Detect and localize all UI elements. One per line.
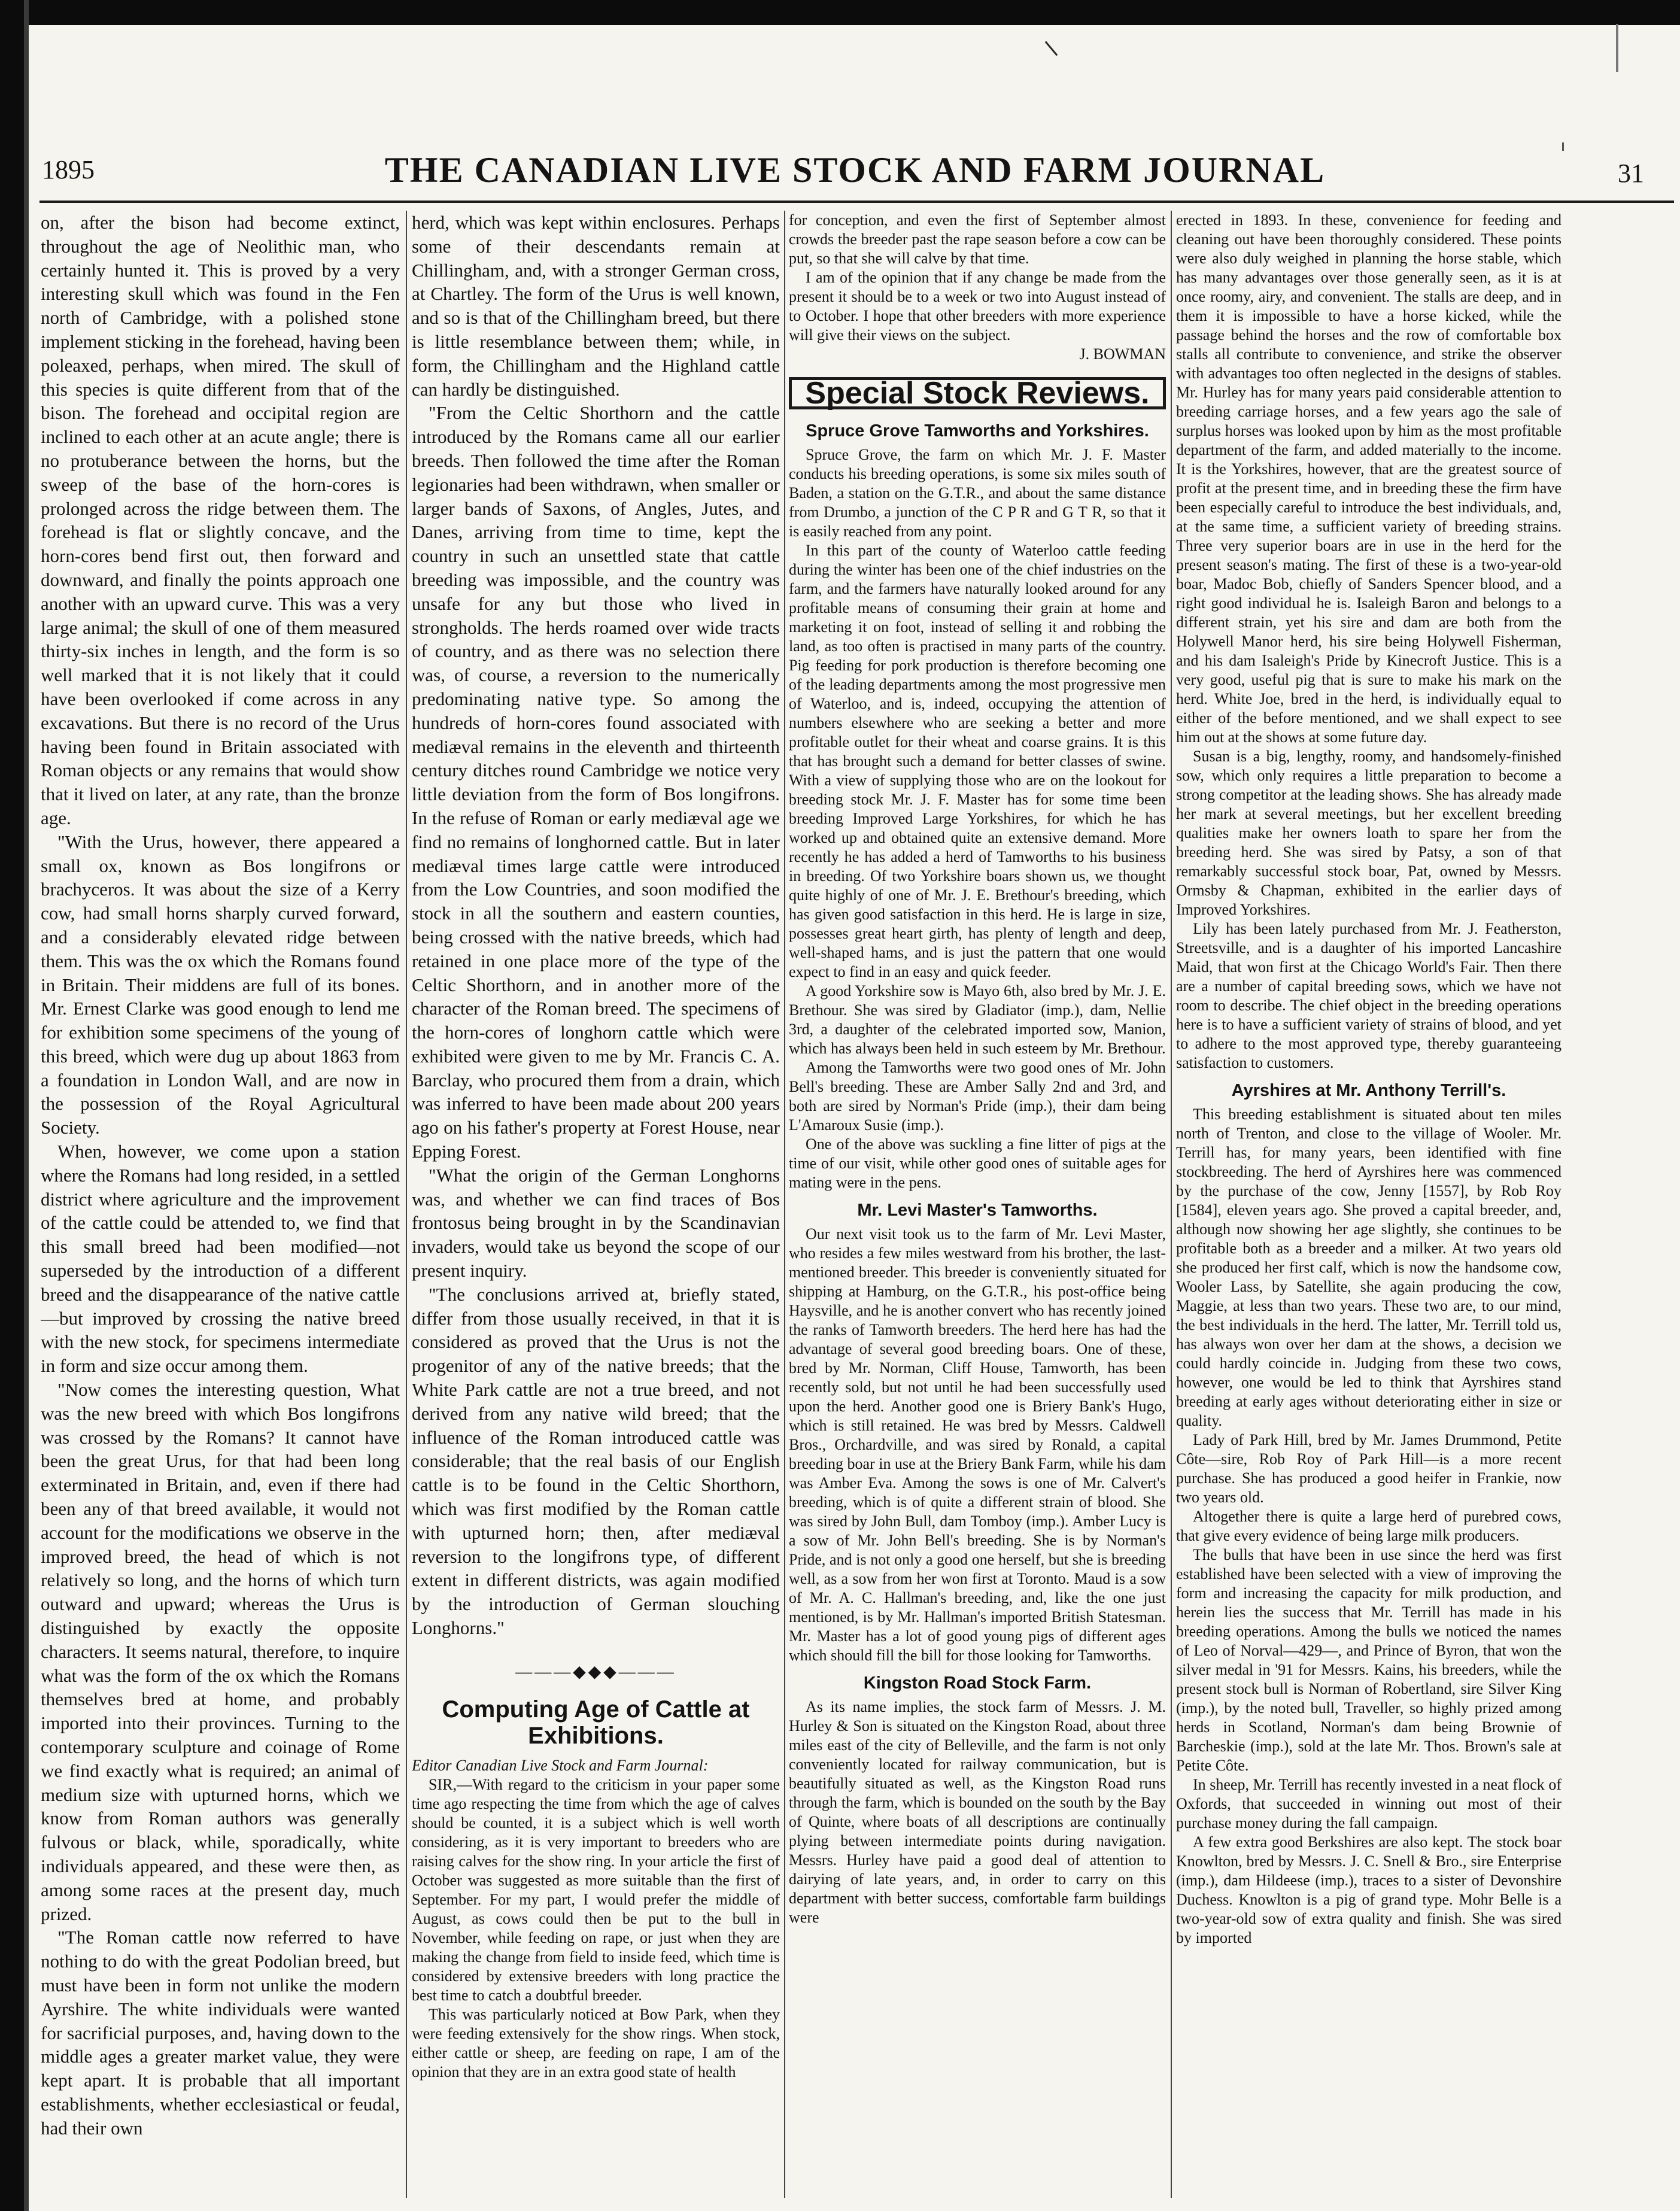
- section-title: Special Stock Reviews.: [789, 377, 1166, 409]
- article-title: Computing Age of Cattle at Exhibitions.: [442, 1696, 750, 1749]
- paragraph: "From the Celtic Shorthorn and the cattle introduced by the Romans came all our earlier breeds. Then followed the time after the Roman legionaries had been withdrawn, when smaller or larger bands of Saxons, of Angles, Jutes, and Danes, arriving from time to time, kept the country in such an unsettled state that cattle breeding was impossible, and the country was unsafe for any but those who lived in strongholds. The herds roamed over wide tracts of country, and as there was no selection there was, of course, a reversion to the numerically predominating native type. So among the hundreds of horn-cores found associated with mediæval remains in the eleventh and thirteenth century ditches round Cambridge we notice very little deviation from the form of Bos longifrons. In the refuse of Roman or early mediæval age we find no remains of longhorned cattle. But in later mediæval times large cattle were introduced from the Low Countries, and soon modified the stock in all the southern and eastern counties, being crossed with the native breeds, which had retained in one place more of the type of the Celtic Shorthorn, and in another more of the character of the Roman breed. The specimens of the horn-cores of longhorn cattle which were exhibited were given to me by Mr. Francis C. A. Barclay, who procured them from a drain, which was inferred to have been made about 200 years ago on his father's property at Forest House, near Epping Forest.: [412, 402, 780, 1162]
- paragraph: "The conclusions arrived at, briefly stated, differ from those usually received, in that it is considered as proved that the Urus is not the progenitor of any of the native breeds; that the White Park cattle are not a true breed, and not derived from any native wild breed; that the influence of the Roman introduced cattle was considerable; that the real basis of our English cattle is to be found in the Celtic Shorthorn, which was first modified by the Roman cattle with upturned horn; then, after mediæval reversion to the longifrons type, of different extent in different districts, was again modified by the introduction of German slouching Longhorns.": [412, 1283, 780, 1639]
- subsection-title: Spruce Grove Tamworths and Yorkshires.: [806, 421, 1149, 441]
- page-header: [42, 150, 1668, 192]
- subsection-title: Kingston Road Stock Farm.: [863, 1674, 1092, 1693]
- scan-border-left-edge: [24, 0, 29, 2211]
- paragraph: I am of the opinion that if any change be made from the present it should be to a week or two into August instead of to October. I hope that other breeders with more experience will give their views on the subject.: [789, 269, 1166, 344]
- paragraph: on, after the bison had become extinct, throughout the age of Neolithic man, who certainly hunted it. This is proved by a very interesting skull which was found in the Fen north of Cambridge, with a polished stone implement sticking in the forehead, having been poleaxed, perhaps, when mired. The skull of this species is quite different from that of the bison. The forehead and occipital region are inclined to each other at an acute angle; there is no protuberance between the horns, but the sweep of the base of the horn-cores is prolonged across the ridge between them. The forehead is flat or slightly concave, and the horn-cores bend first out, then forward and downward, and finally the points approach one another with an upward curve. This was a very large animal; the skull of one of them measured thirty-six inches in length, and the form is so well marked that it is not likely that it could have been overlooked if come across in any excavations. But there is no record of the Urus having been found in Britain associated with Roman objects or any remains that would show that it lived on later, at any rate, than the bronze age.: [41, 212, 400, 828]
- paragraph: When, however, we come upon a station where the Romans had long resided, in a settled district where agriculture and the improvement of the cattle could be attended to, we find that this small breed had been modified—not superseded by the introduction of a different breed and the disappearance of the native cattle—but improved by crossing the native breed with the new stock, for specimens intermediate in form and size occur among them.: [41, 1141, 400, 1377]
- paragraph: This was particularly noticed at Bow Park, when they were feeding extensively for the show rings. When stock, either cattle or sheep, are feeding on rape, I am of the opinion that they are in an extra good state of health: [412, 2005, 780, 2081]
- column-2: [412, 211, 780, 2198]
- paragraph: Spruce Grove, the farm on which Mr. J. F. Master conducts his breeding operations, is some six miles south of Baden, a station on the G.T.R., and about the same distance from Drumbo, a junction of the C P R and G T R, so that it is easily reached from any point.: [789, 446, 1166, 540]
- subsection-title: Ayrshires at Mr. Anthony Terrill's.: [1231, 1081, 1506, 1100]
- paragraph: "The Roman cattle now referred to have nothing to do with the great Podolian breed, but must have been in form not unlike the modern Ayrshire. The white individuals were wanted for sacrificial purposes, and, having down to the middle ages a greater market value, they were kept apart. It is probable that all important establishments, whether ecclesiastical or feudal, had their own: [41, 1927, 400, 2139]
- section-ornament: ———◆◆◆———: [515, 1662, 676, 1681]
- column-divider: [784, 211, 785, 2198]
- column-divider: [406, 211, 407, 2198]
- paragraph: for conception, and even the first of September almost crowds the breeder past the rape season before a cow can be put, so that she will calve by that time.: [789, 211, 1166, 267]
- paragraph: A good Yorkshire sow is Mayo 6th, also bred by Mr. J. E. Brethour. She was sired by Gladiator (imp.), dam, Nellie 3rd, a daughter of the celebrated imported sow, Manion, which has always been held in such esteem by Mr. Brethour.: [789, 982, 1166, 1057]
- paragraph: The bulls that have been in use since the herd was first established have been selected with a view of improving the form and increasing the capacity for milk production, and herein lies the success that Mr. Terrill has made in his breeding operations. Among the bulls we noticed the names of Leo of Norval—429—, and Prince of Byron, that won the silver medal in '91 for Messrs. Kains, his breeders, while the present stock bull is Norman of Robertland, sire Silver King (imp.), by the noted bull, Traveller, so highly prized among herds in Scotland, Norman's dam being Brownie of Barcheskie (imp.), sold at the late Mr. Thos. Brown's sale at Petite Côte.: [1176, 1546, 1561, 1774]
- paragraph: Susan is a big, lengthy, roomy, and handsomely-finished sow, which only requires a little preparation to become a strong competitor at the leading shows. She has already made her mark at several meetings, but her excellent breeding qualities make her owners loath to spare her from the breeding herd. She was sired by Patsy, a son of that remarkably successful stock boar, Pat, owned by Messrs. Ormsby & Chapman, exhibited in the earlier days of Improved Yorkshires.: [1176, 748, 1561, 918]
- paragraph: Altogether there is quite a large herd of purebred cows, that give every evidence of being large milk producers.: [1176, 1508, 1561, 1544]
- column-4: [1176, 211, 1561, 2198]
- paragraph: In this part of the county of Waterloo cattle feeding during the winter has been one of the chief industries on the farm, and the farmers have naturally looked around for any profitable means of consuming their grain at home and marketing it on foot, instead of selling it and robbing the land, as too often is practised in many parts of the country. Pig feeding for pork production is therefore becoming one of the leading departments among the most progressive men of Waterloo, and is, indeed, occupying the attention of numbers elsewhere who are seeking a better and more profitable outlet for their wheat and coarse grains. It is this that has brought such a demand for better classes of swine. With a view of supplying those who are on the lookout for breeding stock Mr. J. F. Master has for some time been breeding Improved Large Yorkshires, for which he has worked up and obtained quite an extensive demand. More recently he has added a herd of Tamworths to his business in breeding. Of two Yorkshire boars shown us, we thought quite highly of one of Mr. J. E. Brethour's breeding, which has given good satisfaction in this herd. He is large in size, possesses great heart girth, has plenty of length and deep, well-shaped hams, and is just the pattern that one would expect to find in an easy and quick feeder.: [789, 542, 1166, 980]
- paragraph: Our next visit took us to the farm of Mr. Levi Master, who resides a few miles westward from his brother, the last-mentioned breeder. This breeder is conveniently situated for shipping at Hamburg, on the G.T.R., his post-office being Haysville, and he is another convert who has recently joined the ranks of Tamworth breeders. The herd here has had the advantage of several good breeding boars. One of these, bred by Mr. Norman, Cliff House, Tamworth, has been recently sold, but not until he had been successfully used upon the herd. Another good one is Briery Bank's Hugo, which is still retained. He was bred by Messrs. Caldwell Bros., Orchardville, and was sired by Ronald, a capital breeding boar in use at the Briery Bank Farm, while his dam was Amber Eva. Among the sows is one of Mr. Calvert's breeding, which is of quite a different strain of blood. She was sired by John Bull, dam Tomboy (imp.). Amber Lucy is a sow of Mr. John Bell's breeding. She is by Norman's Pride, and is not only a good one herself, but she is breeding well, as a sow from her won first at Toronto. Maud is a sow of Mr. A. C. Hallman's breeding, and, like the one just mentioned, is by Mr. Hallman's imported British Statesman. Mr. Master has a lot of good young pigs of different ages which should fill the bill for those looking for Tamworths.: [789, 1225, 1166, 1664]
- paragraph: One of the above was suckling a fine litter of pigs at the time of our visit, while other good ones of suitable ages for mating were in the pens.: [789, 1135, 1166, 1191]
- paragraph: "Now comes the interesting question, What was the new breed with which Bos longifrons was crossed by the Romans? It cannot have been the great Urus, for that had been long exterminated in Britain, and, even if there had been any of that breed available, it would not account for the modifications we observe in the improved breed, the head of which is not relatively so long, and the horns of which turn outward and upward; whereas the Urus is distinguished by exactly the opposite characters. It seems natural, therefore, to inquire what was the form of the ox which the Romans themselves bred at home, and probably imported into their provinces. Turning to the contemporary sculpture and coinage of Rome we find exactly what is required; an animal of medium size with upturned horns, which we know from Roman authors was generally fulvous or black, while, sporadically, white individuals appeared, and these were then, as among some races at the present day, much prized.: [41, 1379, 400, 1924]
- paragraph: Among the Tamworths were two good ones of Mr. John Bell's breeding. These are Amber Sally 2nd and 3rd, and both are sired by Norman's Pride (imp.), their dam being L'Amaroux Susie (imp.).: [789, 1059, 1166, 1134]
- page-year: 1895: [42, 155, 95, 184]
- paragraph: SIR,—With regard to the criticism in your paper some time ago respecting the time from which the age of calves should be counted, it is a subject which is well worth considering, as it is very important to breeders who are raising calves for the show ring. In your article the first of October was suggested as more suitable than the first of September. For my part, I would prefer the middle of August, as cows could then be put to the bull in November, while feeding on rape, or just when they are making the change from field to inside feed, which time is considered by extensive breeders with long practice the best time to catch a doubtful breeder.: [412, 1775, 780, 2004]
- editor-salutation: Editor Canadian Live Stock and Farm Journal:: [412, 1756, 709, 1774]
- paragraph: In sheep, Mr. Terrill has recently invested in a neat flock of Oxfords, that succeeded in winning out most of their purchase money during the fall campaign.: [1176, 1776, 1561, 1832]
- letter-signature: J. BOWMAN: [1079, 345, 1166, 363]
- page-number: 31: [1618, 159, 1644, 188]
- paragraph: Lily has been lately purchased from Mr. J. Featherston, Streetsville, and is a daughter of his imported Lancashire Maid, that won first at the Chicago World's Fair. Then there are a number of capital breeding sows, which we have not room to describe. The chief object in the breeding operations here is to have a sufficient variety of strains of blood, and yet to adhere to the most approved type, thereby guaranteeing satisfaction to customers.: [1176, 920, 1561, 1071]
- column-3: [789, 211, 1166, 2198]
- paragraph: A few extra good Berkshires are also kept. The stock boar Knowlton, bred by Messrs. J. C. Snell & Bro., sire Enterprise (imp.), dam Hildeese (imp.), traces to a sister of Devonshire Duchess. Knowlton is a pig of grand type. Mohr Belle is a two-year-old sow of extra quality and finish. She was sired by imported: [1176, 1833, 1561, 1946]
- subsection-title: Mr. Levi Master's Tamworths.: [857, 1201, 1098, 1220]
- scan-border-top: [0, 0, 1680, 25]
- paragraph: herd, which was kept within enclosures. Perhaps some of their descendants remain at Chillingham, and, with a stronger German cross, at Chartley. The form of the Urus is well known, and so is that of the Chillingham breed, but there is little resemblance between them; while, in form, the Chillingham and the Highland cattle can hardly be distinguished.: [412, 212, 780, 400]
- paragraph: This breeding establishment is situated about ten miles north of Trenton, and close to the village of Wooler. Mr. Terrill has, for many years, been identified with fine stockbreeding. The herd of Ayrshires here was commenced by the purchase of the cow, Jenny [1557], by Rob Roy [1584], eleven years ago. She proved a capital breeder, and, although now showing her age slightly, she continues to be profitable both as a breeder and a milker. At two years old she produced her first calf, which is now the handsome cow, Wooler Lass, by Satellite, she again producing the cow, Maggie, at less than two years. These two are, to our mind, the best individuals in the herd. The latter, Mr. Terrill told us, has always won over her dam at the shows, a decision we could hardly coincide in. Judging from these two cows, however, one would be led to think that Ayrshires stand breeding at early ages without deteriorating either in size or quality.: [1176, 1106, 1561, 1429]
- column-1: [41, 211, 400, 2198]
- header-rule: [40, 201, 1674, 203]
- paragraph: "With the Urus, however, there appeared a small ox, known as Bos longifrons or brachyceros. It was about the size of a Kerry cow, had small horns sharply curved forward, and a considerably elevated ridge between them. This was the ox which the Romans found in Britain. Their middens are full of its bones. Mr. Ernest Clarke was good enough to lend me for exhibition some specimens of the young of this breed, which were dug up about 1863 from a foundation in London Wall, and are now in the possession of the Royal Agricultural Society.: [41, 831, 400, 1138]
- paragraph: Lady of Park Hill, bred by Mr. James Drummond, Petite Côte—sire, Rob Roy of Park Hill—is a more recent purchase. She has produced a good heifer in Frankie, now two years old.: [1176, 1431, 1561, 1506]
- scan-border-left: [0, 0, 24, 2211]
- paragraph: As its name implies, the stock farm of Messrs. J. M. Hurley & Son is situated on the Kingston Road, about three miles east of the city of Belleville, and the farm is not only conveniently located for railway communication, but is beautifully situated as well, as the Kingston Road runs through the farm, which is bounded on the south by the Bay of Quinte, where boats of all descriptions are continually plying between intermediate points during navigation. Messrs. Hurley have paid a good deal of attention to dairying of late years, and, in order to carry on this department with better success, comfortable farm buildings were: [789, 1698, 1166, 1926]
- paragraph: erected in 1893. In these, convenience for feeding and cleaning out have been thoroughly considered. These points were also duly weighed in planning the horse stable, which has many advantages over those generally seen, as it is at once roomy, airy, and convenient. The stalls are deep, and in them it is impossible to have a horse kicked, while the passage behind the horses and the row of comfortable box stalls all contribute to convenience, and strike the observer with advantages too often neglected in the designs of stables. Mr. Hurley has for many years paid considerable attention to breeding carriage horses, and a few years ago the sale of surplus horses was looked upon by him as the most profitable department of the farm, and added materially to the income. It is the Yorkshires, however, that are the greatest source of profit at the present time, and in breeding these the firm have been especially careful to introduce the best individuals, and, at the same time, a sufficient variety of breeding strains. Three very superior boars are in use in the herd for the present season's mating. The first of these is a two-year-old boar, Madoc Bob, chiefly of Sanders Spencer blood, and a right good individual he is. Isaleigh Baron and belongs to a different strain, yet his sire and dam are both from the Holywell Manor herd, his sire being Holywell Fisherman, and his dam Isaleigh's Pride by Kinecroft Justice. This is a very good, useful pig that is sure to make his mark on the herd. White Joe, bred in the herd, is individually equal to either of the before mentioned, and we shall expect to see him out at the shows at some future day.: [1176, 211, 1561, 746]
- column-divider: [1171, 211, 1172, 2198]
- scan-mark: [1045, 41, 1058, 56]
- paragraph: "What the origin of the German Longhorns was, and whether we can find traces of Bos frontosus being brought in by the Scandinavian invaders, would take us beyond the scope of our present inquiry.: [412, 1164, 780, 1281]
- scan-mark: [1616, 24, 1618, 72]
- journal-title: THE CANADIAN LIVE STOCK AND FARM JOURNAL: [384, 150, 1326, 190]
